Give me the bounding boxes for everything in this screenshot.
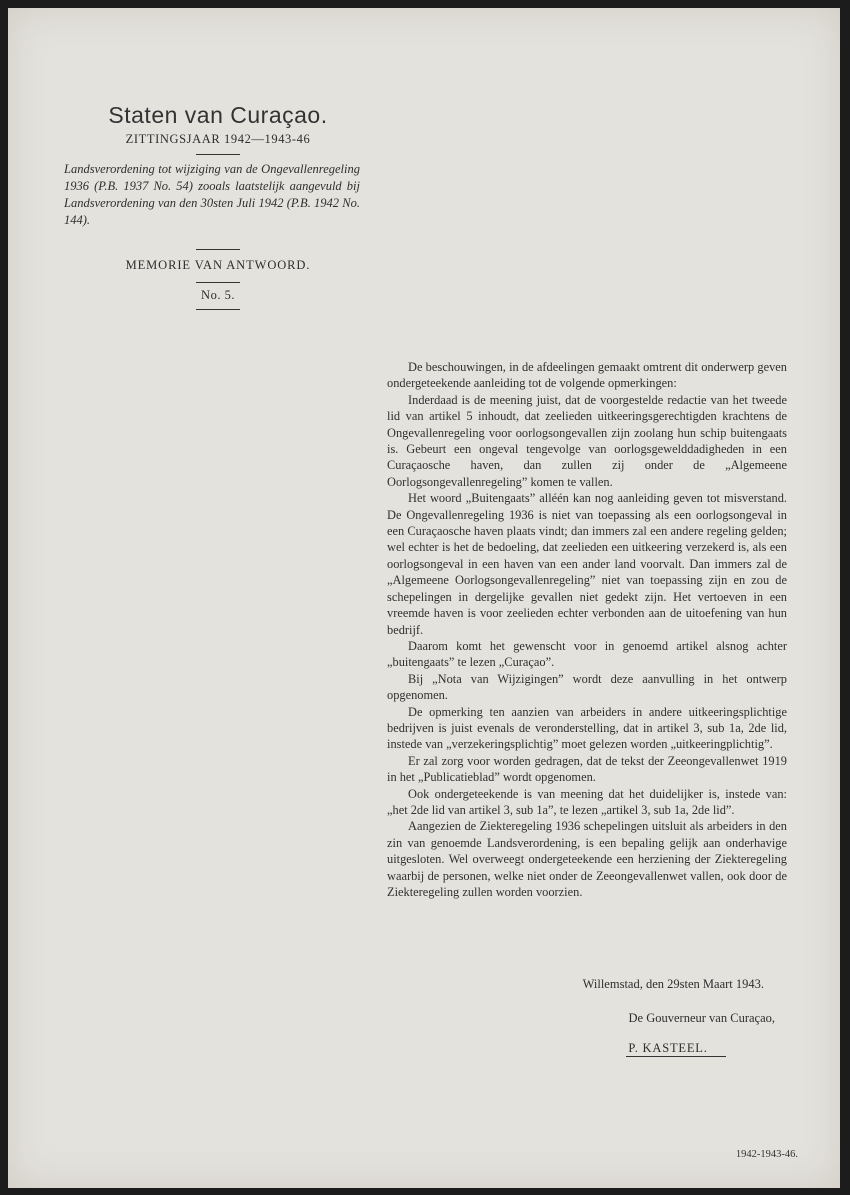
divider xyxy=(196,282,240,283)
paragraph: Er zal zorg voor worden gedragen, dat de tekst der Zeeongevallenwet 1919 in het „Publicatieblad” wordt opgenomen. xyxy=(387,753,787,785)
paragraph: Aangezien de Ziekteregeling 1936 schepelingen uitsluit als arbeiders in den zin van genoemde Landsverordening, is een bepaling gelijk aan onderhavige uitgesloten. Wel overweegt ondergeteekende een herziening der Ziekteregeling waarbij de personen, welke niet onder de Zeeongevallenwet vallen, ook door de Ziekteregeling zullen worden voorzien. xyxy=(387,819,787,899)
document-number: No. 5. xyxy=(201,288,235,302)
paragraph: Ook ondergeteekende is van meening dat het duidelijker is, instede van: „het 2de lid van artikel 3, sub 1a”, te lezen „artikel 3, sub 1a, 2de lid”. xyxy=(387,786,787,817)
paragraph: Het woord „Buitengaats” alléén kan nog aanleiding geven tot misverstand. De Ongevallenregeling 1936 is niet van toepassing als een oorlogsongeval in een Curaçaosche haven plaats vindt; dan immers zal een andere regeling gelden; wel echter is het de bedoeling, dat zeelieden een uitkeering verzekerd is, als een oorlogsongeval in een haven van een ander land voorvalt. Dan immers zal de „Algemeene Oorlogsongevallenregeling” niet van toepassing zijn en zou de schepelingen in dergelijke gevallen niet gedekt zijn. Het vertoeven in een vreemde haven is voor zeelieden echter verbonden aan de uitoefening van hun bedrijf. xyxy=(387,491,787,637)
subject-line: Landsverordening tot wijziging van de Ongevallenregeling 1936 (P.B. 1937 No. 54) zooals laatstelijk aangevuld bij Landsverordening van den 30sten Juli 1942 (P.B. 1942 No. 144). xyxy=(64,162,360,227)
paragraph: Bij „Nota van Wijzigingen” wordt deze aanvulling in het ontwerp opgenomen. xyxy=(387,671,787,703)
paragraph: De opmerking ten aanzien van arbeiders in andere uitkeeringsplichtige bedrijven is juist evenals de veronderstelling, dat in artikel 3, sub 1a, 2de lid, instede van „verzekeringsplichtig” moet gelezen worden „uitkeeringplichtig”. xyxy=(387,704,787,752)
session-year: ZITTINGSJAAR 1942—1943-46 xyxy=(125,132,311,146)
paragraph: De beschouwingen, in de afdeelingen gemaakt omtrent dit onderwerp geven ondergeteekende aanleiding tot de volgende opmerkingen: xyxy=(387,360,787,391)
paragraph: Inderdaad is de meening juist, dat de voorgestelde redactie van het tweede lid van artikel 5 inhoudt, dat zeelieden uitkeeringsgerechtigden krachtens de Ongevallenregeling voor oorlogsongevallen zijn zoolang hun schip buitengaats is. Gebeurt een ongeval tengevolge van oorlogsgewelddadigheden in een Curaçaosche haven, dan zullen zij onder de „Algemeene Oorlogsongevallenregeling” komen te vallen. xyxy=(387,392,787,489)
signature-name: P. KASTEEL. xyxy=(628,1041,708,1055)
divider xyxy=(196,249,240,250)
memorie-heading: MEMORIE VAN ANTWOORD. xyxy=(125,258,311,272)
document-title: Staten van Curaçao. xyxy=(108,102,328,128)
divider xyxy=(196,309,240,310)
footer-code: 1942-1943-46. xyxy=(735,1149,798,1160)
signature-date: Willemstad, den 29sten Maart 1943. xyxy=(582,977,764,991)
document-page xyxy=(8,8,840,1188)
body-text xyxy=(387,359,787,900)
divider xyxy=(626,1056,726,1057)
paragraph: Daarom komt het gewenscht voor in genoemd artikel alsnog achter „buitengaats” te lezen „Curaçao”. xyxy=(387,638,787,670)
signature-title: De Gouverneur van Curaçao, xyxy=(628,1011,775,1025)
divider xyxy=(196,154,240,155)
